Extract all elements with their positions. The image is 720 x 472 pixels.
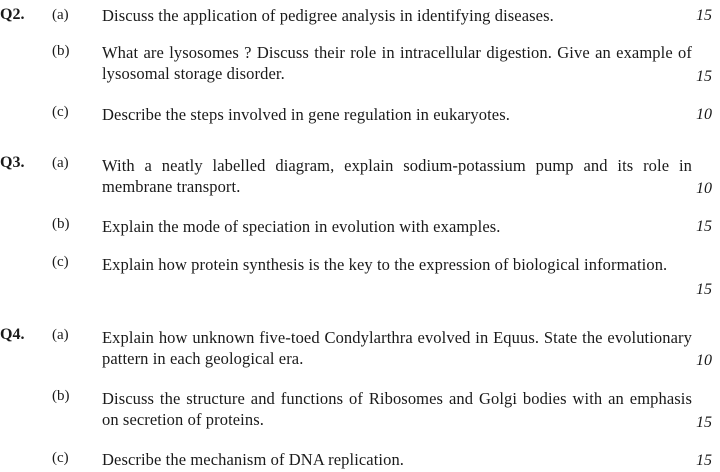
marks-value: 10 [696, 180, 712, 197]
part-label: (c) [52, 450, 69, 466]
question-number: Q3. [0, 154, 25, 171]
marks-value: 15 [696, 218, 712, 235]
part-label: (b) [52, 388, 70, 404]
marks-value: 10 [696, 352, 712, 369]
marks-value: 15 [696, 452, 712, 469]
part-label: (b) [52, 43, 70, 59]
marks-value: 15 [696, 281, 712, 298]
question-text: Discuss the application of pedigree analysis in identifying diseases. [102, 6, 554, 25]
question-text: Explain the mode of speciation in evolution with examples. [102, 217, 501, 236]
part-label: (a) [52, 327, 69, 343]
marks-value: 10 [696, 106, 712, 123]
marks-value: 15 [696, 414, 712, 431]
question-text: Describe the mechanism of DNA replication. [102, 450, 405, 469]
part-label: (b) [52, 216, 70, 232]
question-text: Describe the steps involved in gene regulation in eukaryotes. [102, 105, 510, 124]
part-label: (a) [52, 155, 69, 171]
question-text: Explain how unknown five-toed Condylarthra evolved in Equus. State the evolutionary pattern in each geological era. [102, 328, 692, 368]
question-text: With a neatly labelled diagram, explain sodium-potassium pump and its role in membrane transport. [102, 156, 692, 196]
part-label: (c) [52, 254, 69, 270]
marks-value: 15 [696, 68, 712, 85]
part-label: (c) [52, 104, 69, 120]
marks-value: 15 [696, 7, 712, 24]
part-label: (a) [52, 7, 69, 23]
question-text: Discuss the structure and functions of Ribosomes and Golgi bodies with an emphasis on secretion of proteins. [102, 389, 692, 429]
question-text: What are lysosomes ? Discuss their role in intracellular digestion. Give an example of lysosomal storage disorder. [102, 43, 692, 83]
question-number: Q2. [0, 6, 25, 23]
question-text: Explain how protein synthesis is the key to the expression of biological information. [102, 255, 668, 274]
question-number: Q4. [0, 326, 25, 343]
